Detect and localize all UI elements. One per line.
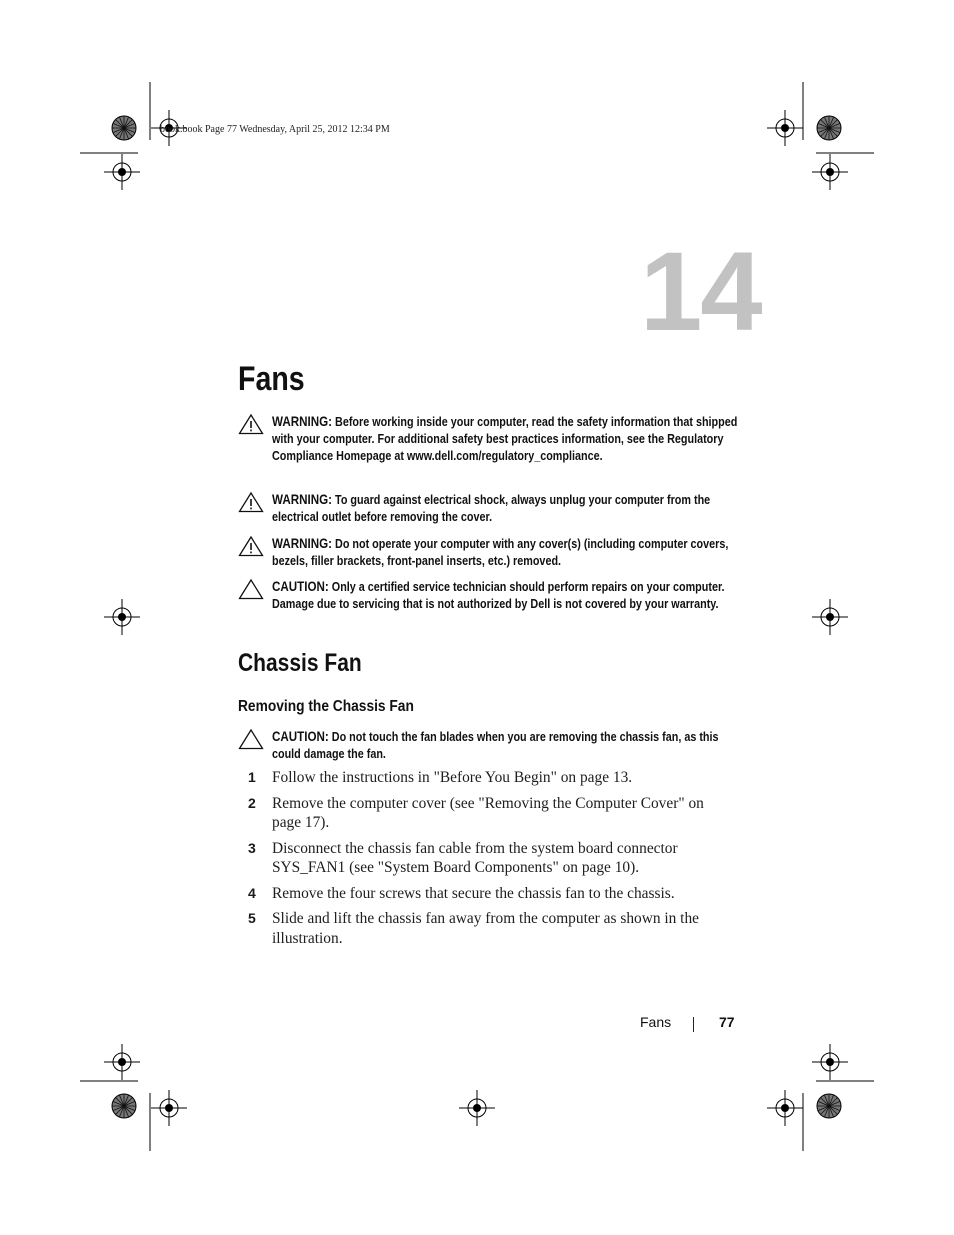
step-text: Slide and lift the chassis fan away from the computer as shown in the illustration. [272,910,699,947]
warning-triangle-icon [238,491,264,513]
chapter-title: Fans [238,360,305,398]
warning-notice [238,413,838,464]
warning-triangle-icon [238,535,264,557]
list-item [248,884,718,904]
notice-keyword: WARNING: [272,413,333,429]
notice-text: Do not operate your computer with any cover(s) (including computer covers, bezels, filler brackets, front-panel inserts, etc.) removed. [272,536,729,568]
list-item [248,839,718,878]
caution-notice [238,728,838,762]
list-item [248,768,718,788]
page-number: 77 [719,1014,735,1030]
footer-section-name: Fans [640,1014,672,1030]
step-text: Remove the computer cover (see "Removing the Computer Cover" on page 17). [272,794,704,831]
notice-text: Before working inside your computer, read the safety information that shipped with your computer. For additional safety best practices information, see the Regulatory Compliance Homepage at www.dell.com/regulatory_compliance. [272,414,738,463]
notice-text: Do not touch the fan blades when you are removing the chassis fan, as this could damage the fan. [272,729,719,761]
list-item [248,909,718,948]
step-number: 5 [248,910,256,926]
caution-triangle-icon [238,578,264,600]
warning-triangle-icon [238,413,264,435]
section-title: Chassis Fan [238,649,362,677]
notice-text: Only a certified service technician should perform repairs on your computer. Damage due to servicing that is not authorized by Dell is not covered by your warranty. [272,579,725,611]
chapter-number: 14 [640,229,761,354]
step-number: 2 [248,794,256,811]
warning-notice [238,535,838,569]
notice-keyword: WARNING: [272,491,333,507]
warning-notice [238,491,838,525]
procedure-steps [248,768,718,954]
list-item [248,794,718,833]
step-text: Remove the four screws that secure the chassis fan to the chassis. [272,884,675,902]
step-text: Follow the instructions in "Before You Begin" on page 13. [272,769,633,786]
step-number: 1 [248,769,256,785]
step-number: 3 [248,839,256,856]
footer-divider [693,1017,694,1032]
caution-notice [238,578,838,612]
step-text: Disconnect the chassis fan cable from the system board connector SYS_FAN1 (see "System Board Components" on page 10). [272,839,678,876]
step-number: 4 [248,884,256,901]
notice-keyword: CAUTION: [272,728,329,744]
notice-keyword: WARNING: [272,535,333,551]
notice-keyword: CAUTION: [272,578,329,594]
caution-triangle-icon [238,728,264,750]
print-slug-line: book.book Page 77 Wednesday, April 25, 2012 12:34 PM [160,124,390,135]
subsection-title: Removing the Chassis Fan [238,698,414,715]
notice-text: To guard against electrical shock, always unplug your computer from the electrical outlet before removing the cover. [272,492,711,524]
